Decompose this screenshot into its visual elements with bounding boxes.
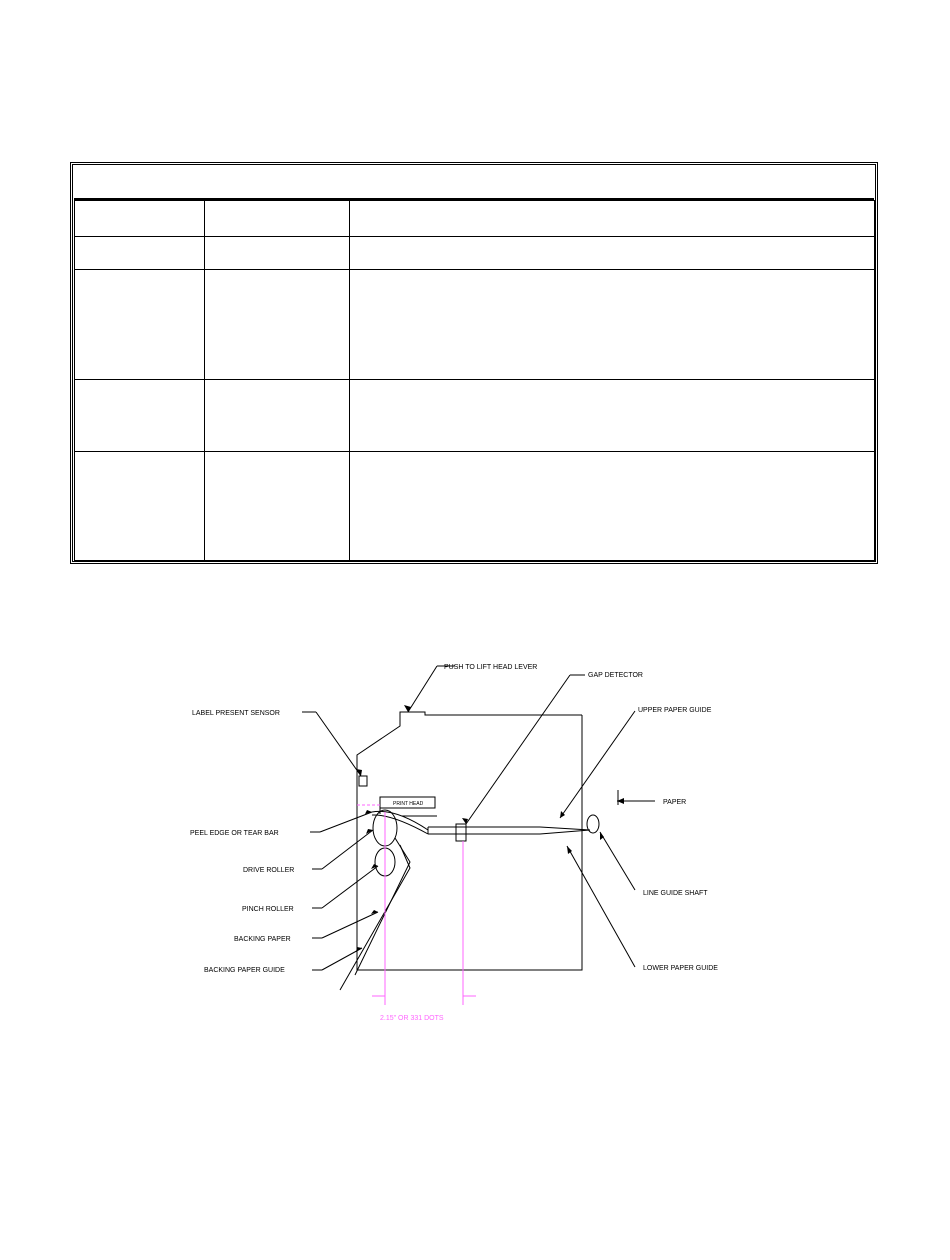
table-cell xyxy=(350,270,875,380)
label-present-sensor-box xyxy=(359,776,367,786)
push-to-lift-head-lever-label: PUSH TO LIFT HEAD LEVER xyxy=(444,664,538,671)
table-cell xyxy=(205,201,350,237)
table-cell xyxy=(350,201,875,237)
table-cell xyxy=(205,380,350,452)
print-head-label: PRINT HEAD xyxy=(393,801,424,807)
table-cell xyxy=(75,380,205,452)
table-cell xyxy=(205,270,350,380)
table-row xyxy=(75,201,875,237)
printer-body xyxy=(357,712,582,970)
spec-table xyxy=(74,200,875,561)
table-row xyxy=(75,452,875,561)
dimension-label: 2.15" OR 331 DOTS xyxy=(380,1015,444,1022)
line-guide-shaft-label: LINE GUIDE SHAFT xyxy=(643,890,708,897)
label-present-sensor-label: LABEL PRESENT SENSOR xyxy=(192,710,280,717)
table-row xyxy=(75,270,875,380)
table-cell xyxy=(75,201,205,237)
table-cell xyxy=(350,237,875,270)
table-cell xyxy=(350,380,875,452)
table-cell xyxy=(205,237,350,270)
printer-diagram xyxy=(0,640,950,1040)
table-row xyxy=(75,237,875,270)
paper-label: PAPER xyxy=(663,799,687,806)
gap-detector-label: GAP DETECTOR xyxy=(588,672,643,679)
table-cell xyxy=(205,452,350,561)
pinch-roller-label: PINCH ROLLER xyxy=(242,906,294,913)
upper-paper-guide-label: UPPER PAPER GUIDE xyxy=(638,707,712,714)
table-cell xyxy=(75,270,205,380)
table-cell xyxy=(350,452,875,561)
drive-roller-label: DRIVE ROLLER xyxy=(243,867,295,874)
backing-paper-guide-label: BACKING PAPER GUIDE xyxy=(204,967,285,974)
table-row xyxy=(75,380,875,452)
backing-paper-label: BACKING PAPER xyxy=(234,936,291,943)
spec-table-title-row xyxy=(74,166,874,200)
table-cell xyxy=(75,452,205,561)
table-cell xyxy=(75,237,205,270)
lower-paper-guide-label: LOWER PAPER GUIDE xyxy=(643,965,718,972)
peel-edge-label: PEEL EDGE OR TEAR BAR xyxy=(190,830,279,837)
line-guide-shaft xyxy=(587,815,599,833)
